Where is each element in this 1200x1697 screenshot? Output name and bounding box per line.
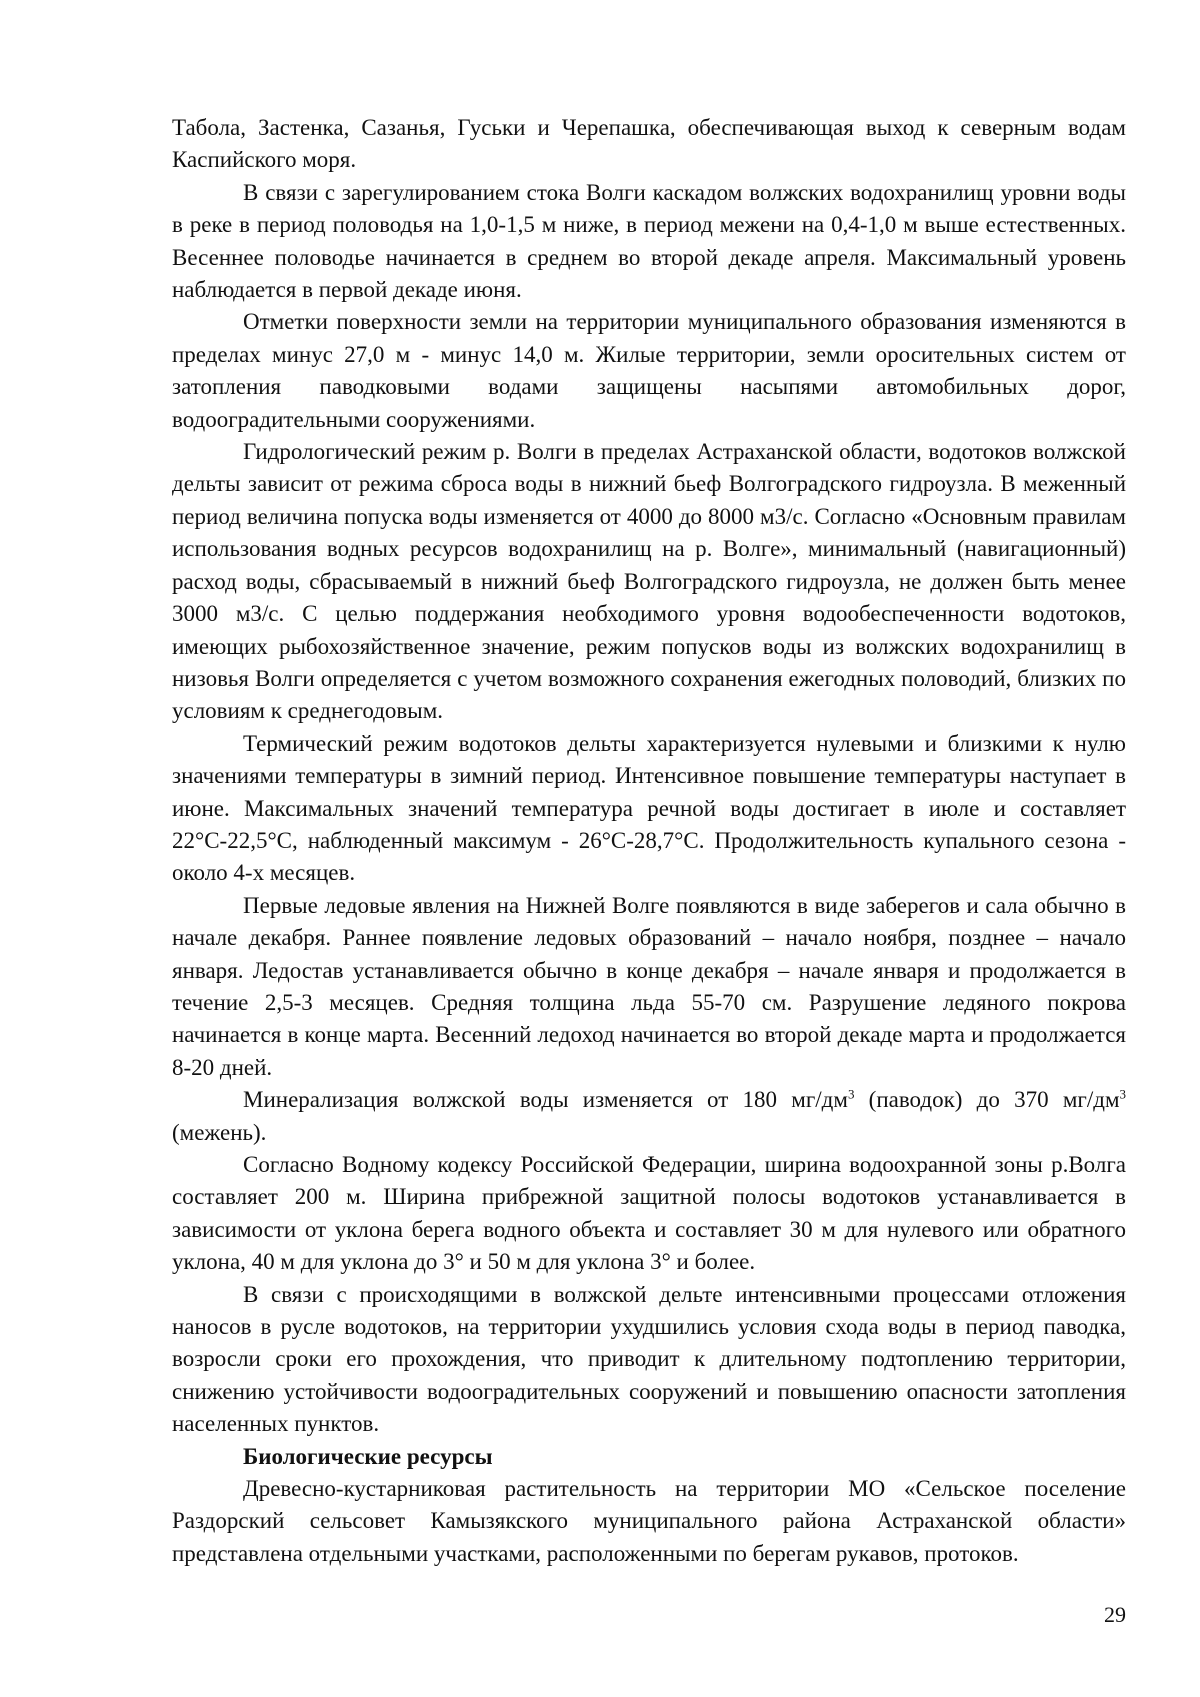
section-heading-biological-resources: Биологические ресурсы	[243, 1443, 493, 1469]
paragraph-hydrological-regime: Гидрологический режим р. Волги в пределах Астраханской области, водотоков волжской дельты зависит от режима сброса воды в нижний бьеф Волгоградского гидроузла. В меженный период величина попуска воды изменяется от 4000 до 8000 м3/с. Согласно «Основным правилам использования водных ресурсов водохранилищ на р. Волге», минимальный (навигационный) расход воды, сбрасываемый в нижний бьеф Волгоградского гидроузла, не должен быть менее 3000 м3/с. С целью поддержания необходимого уровня водообеспеченности водотоков, имеющих рыбохозяйственное значение, режим попусков воды из волжских водохранилищ в низовья Волги определяется с учетом возможного сохранения ежегодных половодий, близких по условиям к среднегодовым.	[172, 439, 1126, 724]
paragraph-thermal-regime: Термический режим водотоков дельты характеризуется нулевыми и близкими к нулю значениями температуры в зимний период. Интенсивное повышение температуры наступает в июне. Максимальных значений температура речной воды достигает в июле и составляет 22°С-22,5°С, наблюденный максимум - 26°С-28,7°С. Продолжительность купального сезона - около 4-х месяцев.	[172, 730, 1126, 886]
document-body	[172, 112, 1126, 1570]
paragraph-sediment-processes: В связи с происходящими в волжской дельте интенсивными процессами отложения наносов в русле водотоков, на территории ухудшились условия схода воды в период паводка, возросли сроки его прохождения, что приводит к длительному подтоплению территории, снижению устойчивости водооградительных сооружений и повышению опасности затопления населенных пунктов.	[172, 1281, 1126, 1437]
mineralization-text-c: (межень).	[172, 1119, 267, 1145]
paragraph-ice-phenomena: Первые ледовые явления на Нижней Волге появляются в виде заберегов и сала обычно в начале декабря. Раннее появление ледовых образований – начало ноября, позднее – начало января. Ледостав устанавливается обычно в конце декабря – начале января и продолжается в течение 2,5-3 месяцев. Средняя толщина льда 55-70 см. Разрушение ледяного покрова начинается в конце марта. Весенний ледоход начинается во второй декаде марта и продолжается 8-20 дней.	[172, 892, 1126, 1080]
superscript-cubed: 3	[1119, 1086, 1127, 1102]
paragraph-volga-levels: В связи с зарегулированием стока Волги каскадом волжских водохранилищ уровни воды в реке в период половодья на 1,0-1,5 м ниже, в период межени на 0,4-1,0 м выше естественных. Весеннее половодье начинается в среднем во второй декаде апреля. Максимальный уровень наблюдается в первой декаде июня.	[172, 179, 1126, 303]
paragraph-vegetation: Древесно-кустарниковая растительность на территории МО «Сельское поселение Раздорский сельсовет Камызякского муниципального района Астраханской области» представлена отдельными участками, расположенными по берегам рукавов, протоков.	[172, 1476, 1126, 1566]
mineralization-text-a: Минерализация волжской воды изменяется от 180 мг/дм	[243, 1087, 848, 1113]
paragraph-continuation: Табола, Застенка, Сазанья, Гуськи и Черепашка, обеспечивающая выход к северным водам Каспийского моря.	[172, 115, 1126, 173]
paragraph-mineralization	[172, 1084, 1126, 1149]
page-number: 29	[1104, 1602, 1126, 1627]
superscript-cubed: 3	[847, 1086, 855, 1102]
paragraph-water-protection-zone: Согласно Водному кодексу Российской Федерации, ширина водоохранной зоны р.Волга составляет 200 м. Ширина прибрежной защитной полосы водотоков устанавливается в зависимости от уклона берега водного объекта и составляет 30 м для нулевого или обратного уклона, 40 м для уклона до 3° и 50 м для уклона 3° и более.	[172, 1152, 1126, 1275]
paragraph-surface-marks: Отметки поверхности земли на территории муниципального образования изменяются в пределах минус 27,0 м - минус 14,0 м. Жилые территории, земли оросительных систем от затопления паводковыми водами защищены насыпями автомобильных дорог, водооградительными сооружениями.	[172, 309, 1126, 432]
mineralization-text-b: (паводок) до 370 мг/дм	[854, 1087, 1120, 1113]
